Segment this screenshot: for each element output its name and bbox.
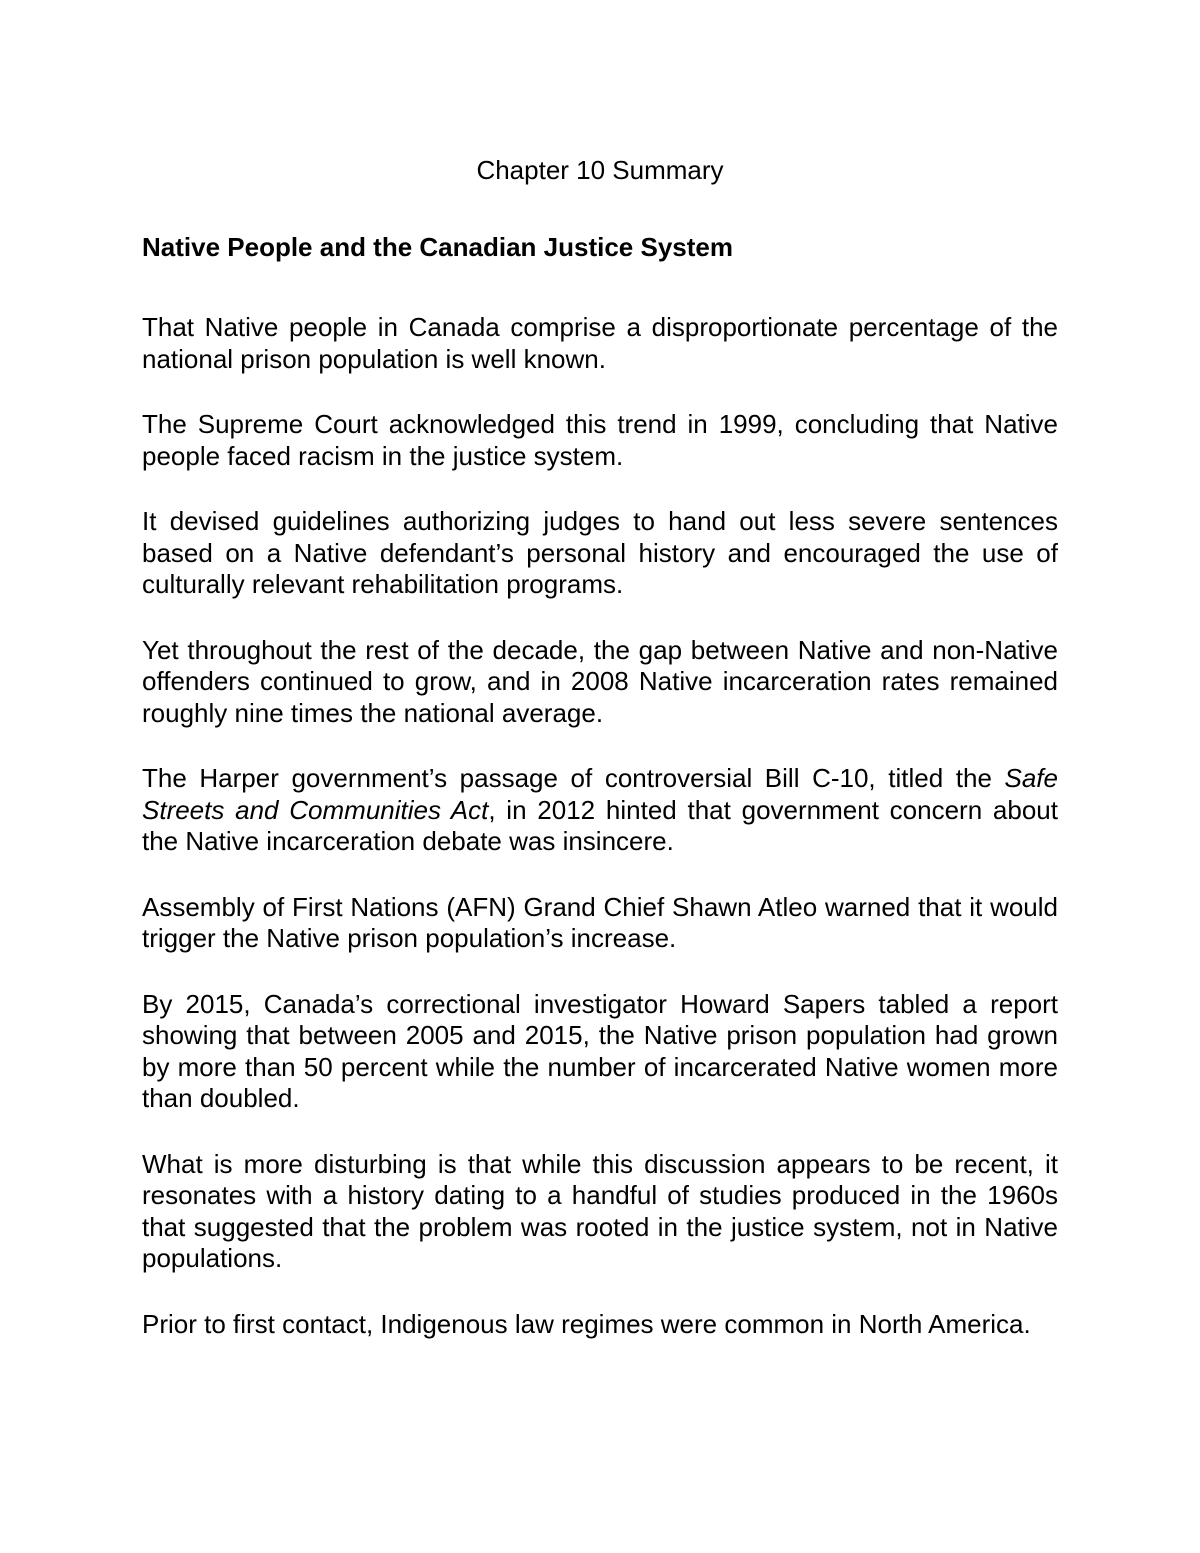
document-body xyxy=(142,150,1058,1340)
section-heading: Native People and the Canadian Justice System xyxy=(142,232,733,262)
paragraph-6: Assembly of First Nations (AFN) Grand Chief Shawn Atleo warned that it would trigger the Native prison population’s increase. xyxy=(142,891,1058,953)
paragraph-5 xyxy=(142,763,1058,858)
paragraph-7: By 2015, Canada’s correctional investigator Howard Sapers tabled a report showing that between 2005 and 2015, the Native prison population had grown by more than 50 percent while the number of incarcerated Native women more than doubled. xyxy=(142,988,1058,1113)
paragraph-5-text-before: The Harper government’s passage of controversial Bill C-10, titled the xyxy=(142,763,1005,793)
page-title: Chapter 10 Summary xyxy=(476,155,724,185)
paragraph-5-text-after: , in 2012 hinted that government concern about the Native incarceration debate was insincere. xyxy=(142,794,1058,856)
paragraph-5-act-title: Safe Streets and Communities Act xyxy=(142,763,1058,825)
paragraph-4: Yet throughout the rest of the decade, the gap between Native and non-Native offenders continued to grow, and in 2008 Native incarceration rates remained roughly nine times the national average. xyxy=(142,634,1058,728)
paragraph-8: What is more disturbing is that while this discussion appears to be recent, it resonates with a history dating to a handful of studies produced in the 1960s that suggested that the problem was rooted in the justice system, not in Native populations. xyxy=(142,1148,1058,1273)
paragraph-9: Prior to first contact, Indigenous law regimes were common in North America. xyxy=(142,1308,1031,1339)
paragraph-3: It devised guidelines authorizing judges to hand out less severe sentences based on a Native defendant’s personal history and encouraged the use of culturally relevant rehabilitation programs. xyxy=(142,506,1058,599)
paragraph-1: That Native people in Canada comprise a disproportionate percentage of the national prison population is well known. xyxy=(142,312,1058,374)
paragraph-2: The Supreme Court acknowledged this trend in 1999, concluding that Native people faced racism in the justice system. xyxy=(142,409,1058,471)
